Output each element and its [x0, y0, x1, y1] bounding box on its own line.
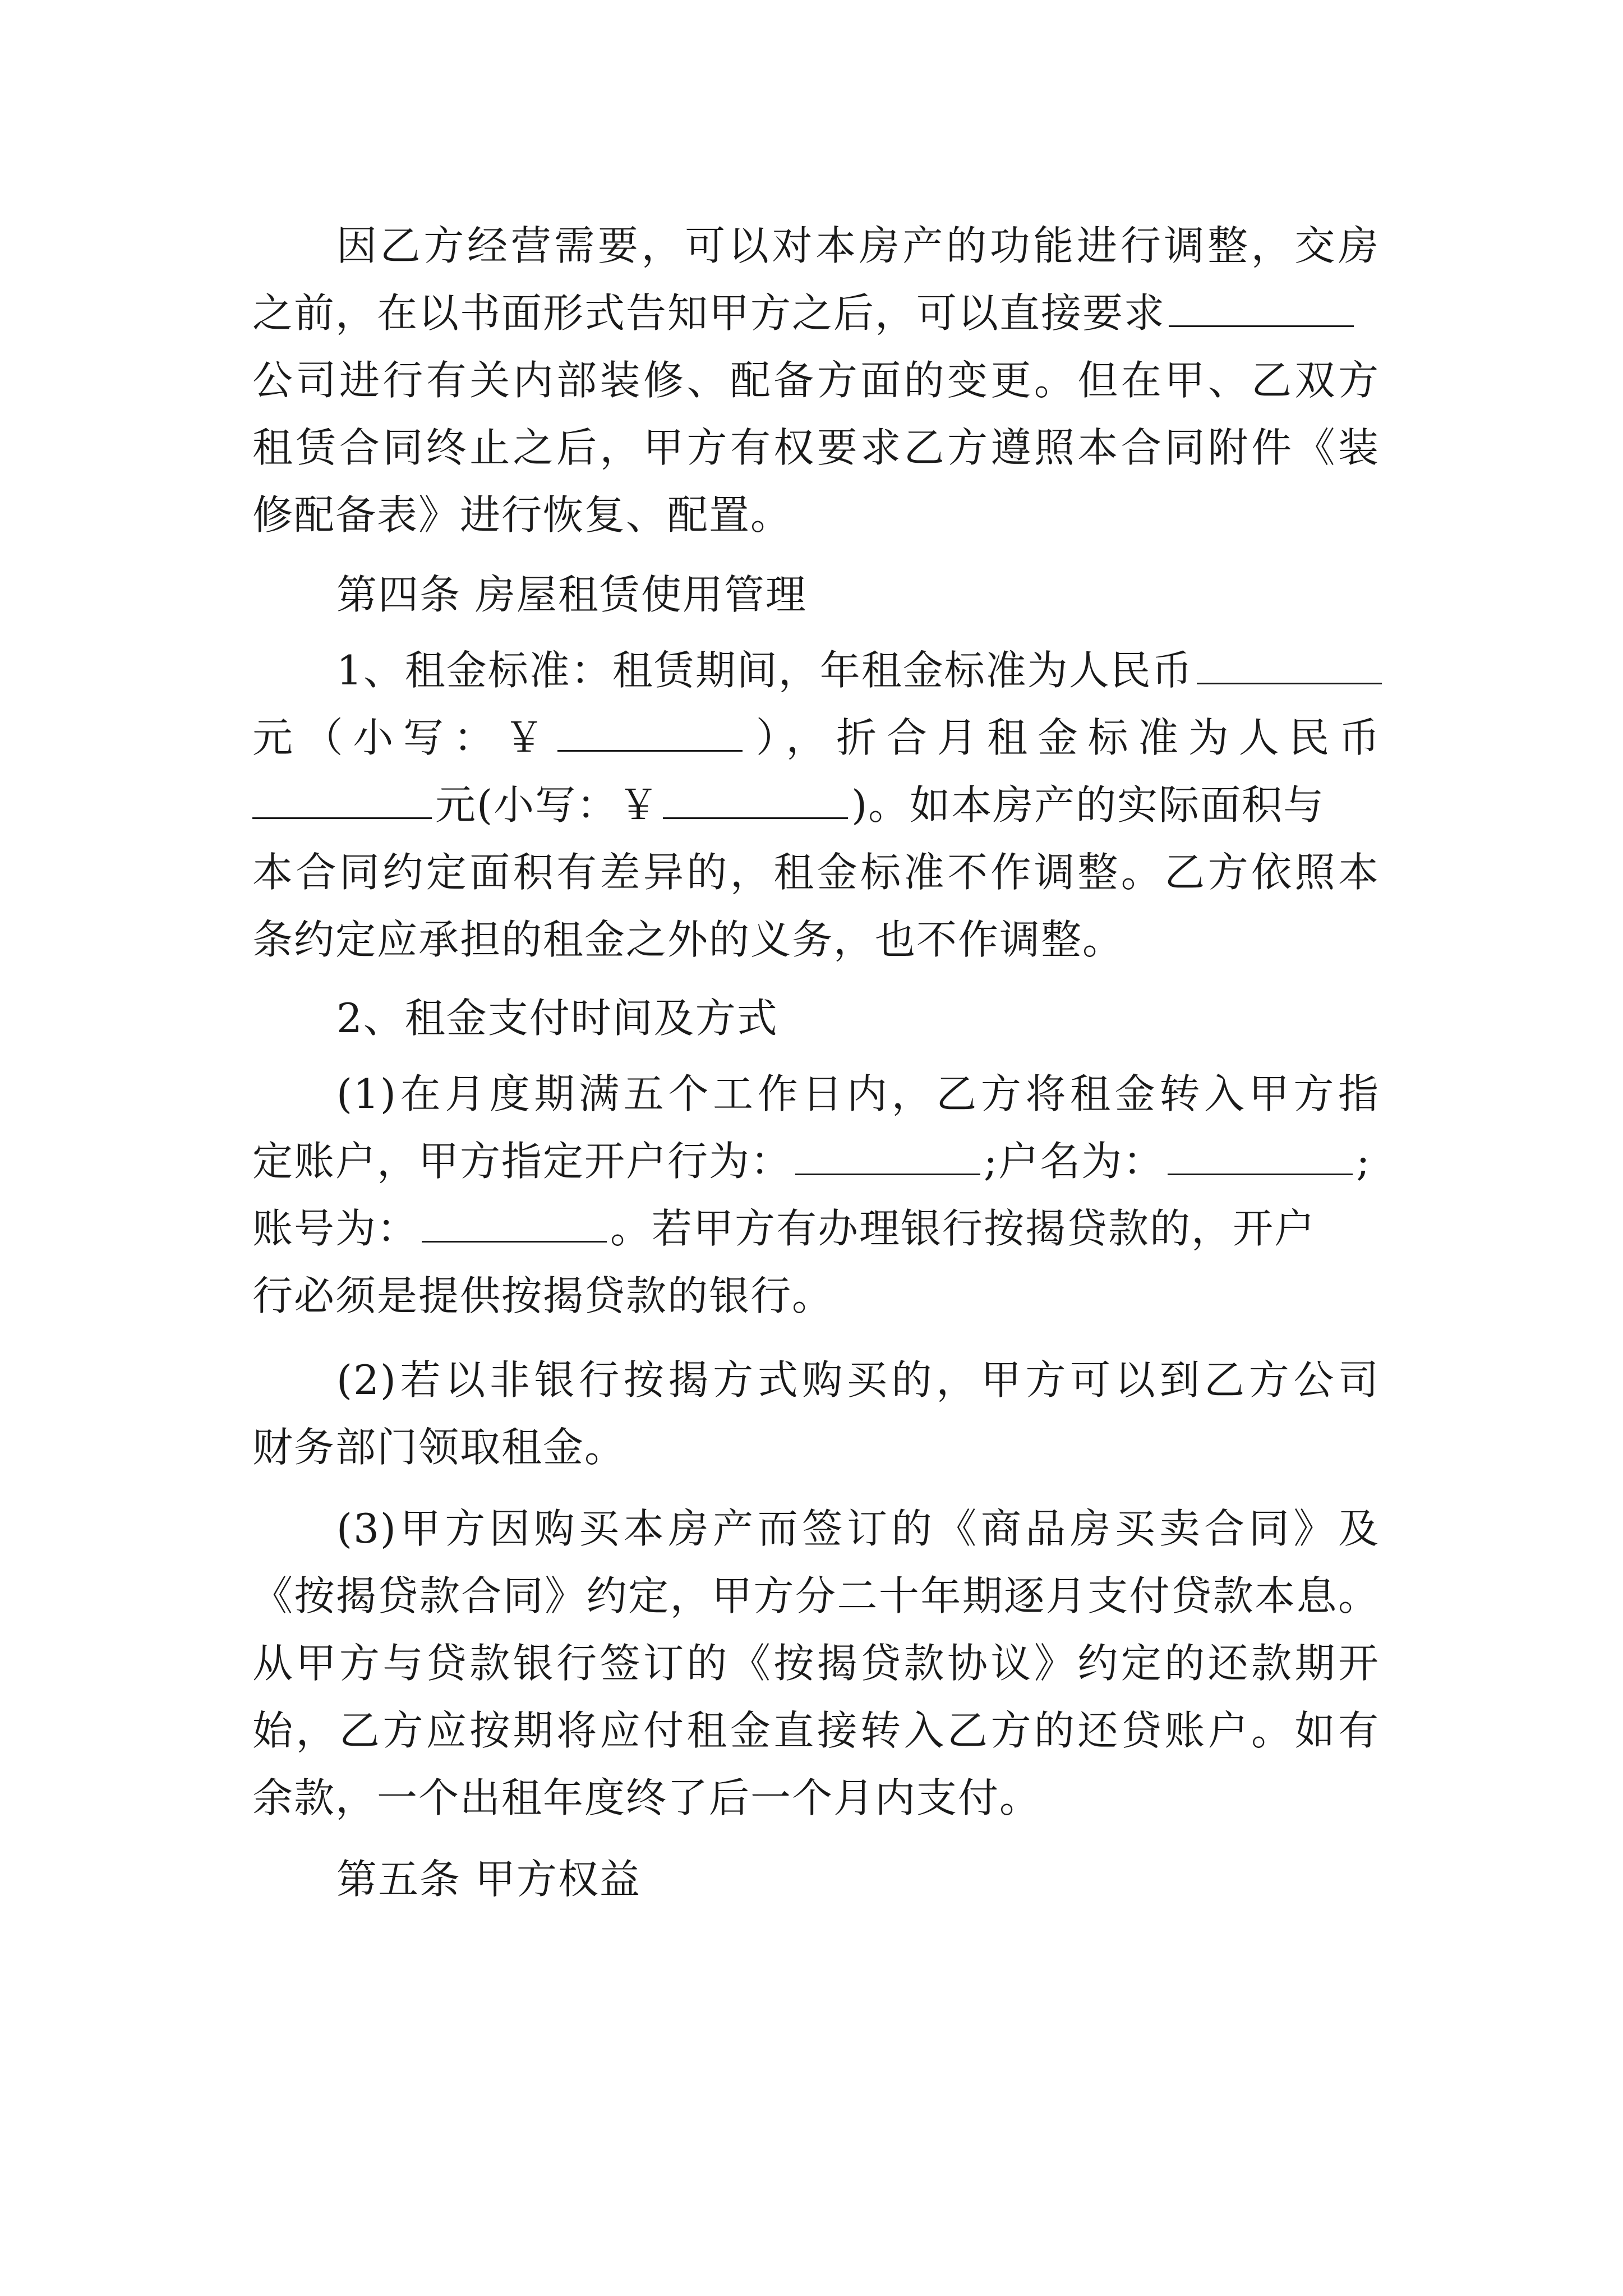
- paragraph-line: 公司进行有关内部装修、配备方面的变更。但在甲、乙双方: [252, 357, 1380, 404]
- paragraph-line: [252, 704, 1380, 771]
- paragraph-text: 1、租金标准：租赁期间，年租金标准为人民币: [336, 647, 1193, 694]
- paragraph-line: 因乙方经营需要，可以对本房产的功能进行调整，交房: [336, 222, 1380, 269]
- paragraph-line: [252, 1195, 1380, 1262]
- paragraph-text: )。如本房产的实际面积与: [851, 781, 1325, 829]
- paragraph-text: 账号为：: [252, 1205, 419, 1252]
- paragraph-text: 之前，在以书面形式告知甲方之后，可以直接要求: [252, 289, 1166, 337]
- paragraph-line: 条约定应承担的租金之外的义务，也不作调整。: [252, 916, 1124, 963]
- paragraph-line: (3)甲方因购买本房产而签订的《商品房买卖合同》及: [336, 1505, 1380, 1552]
- paragraph-text: ），折合月租金标准为人民币: [746, 714, 1380, 761]
- annual-rent-blank: [1197, 682, 1382, 684]
- paragraph-text: 。若甲方有办理银行按揭贷款的，开户: [610, 1205, 1316, 1252]
- paragraph-line: 修配备表》进行恢复、配置。: [252, 491, 792, 539]
- bank-blank: [795, 1173, 980, 1175]
- paragraph-line: 租赁合同终止之后，甲方有权要求乙方遵照本合同附件《装: [252, 424, 1380, 471]
- article-heading: 第五条 甲方权益: [336, 1856, 641, 1903]
- paragraph-line: (2)若以非银行按揭方式购买的，甲方可以到乙方公司: [336, 1356, 1380, 1404]
- paragraph-text: ;户名为：: [984, 1138, 1165, 1185]
- paragraph-line: (1)在月度期满五个工作日内，乙方将租金转入甲方指: [336, 1070, 1380, 1117]
- paragraph-text: ;: [1356, 1138, 1371, 1185]
- paragraph-text: 元(小写：￥: [435, 781, 660, 829]
- paragraph-line: 财务部门领取租金。: [252, 1424, 626, 1471]
- account-name-blank: [1168, 1173, 1353, 1175]
- paragraph-text: 元（小写：￥: [252, 714, 555, 761]
- paragraph-line: 从甲方与贷款银行签订的《按揭贷款协议》约定的还款期开: [252, 1640, 1380, 1687]
- paragraph-line: 《按揭贷款合同》约定，甲方分二十年期逐月支付贷款本息。: [252, 1572, 1380, 1619]
- monthly-rent-figure-blank: [663, 817, 848, 819]
- article-heading: 第四条 房屋租赁使用管理: [336, 571, 807, 618]
- paragraph-line: 本合同约定面积有差异的，租金标准不作调整。乙方依照本: [252, 849, 1380, 896]
- section-heading: 2、租金支付时间及方式: [336, 995, 778, 1042]
- paragraph-line: [252, 1128, 1380, 1195]
- paragraph-text: 定账户，甲方指定开户行为：: [252, 1138, 792, 1185]
- paragraph-line: [336, 637, 1380, 704]
- paragraph-line: 余款，一个出租年度终了后一个月内支付。: [252, 1774, 1041, 1821]
- fill-in-blank: [1169, 325, 1354, 327]
- paragraph-line: [252, 771, 1380, 839]
- paragraph-line: [252, 279, 1380, 347]
- paragraph-line: 始，乙方应按期将应付租金直接转入乙方的还贷账户。如有: [252, 1707, 1380, 1754]
- account-number-blank: [422, 1240, 607, 1243]
- paragraph-line: 行必须是提供按揭贷款的银行。: [252, 1272, 834, 1319]
- monthly-rent-blank: [252, 817, 432, 819]
- annual-rent-figure-blank: [557, 749, 743, 752]
